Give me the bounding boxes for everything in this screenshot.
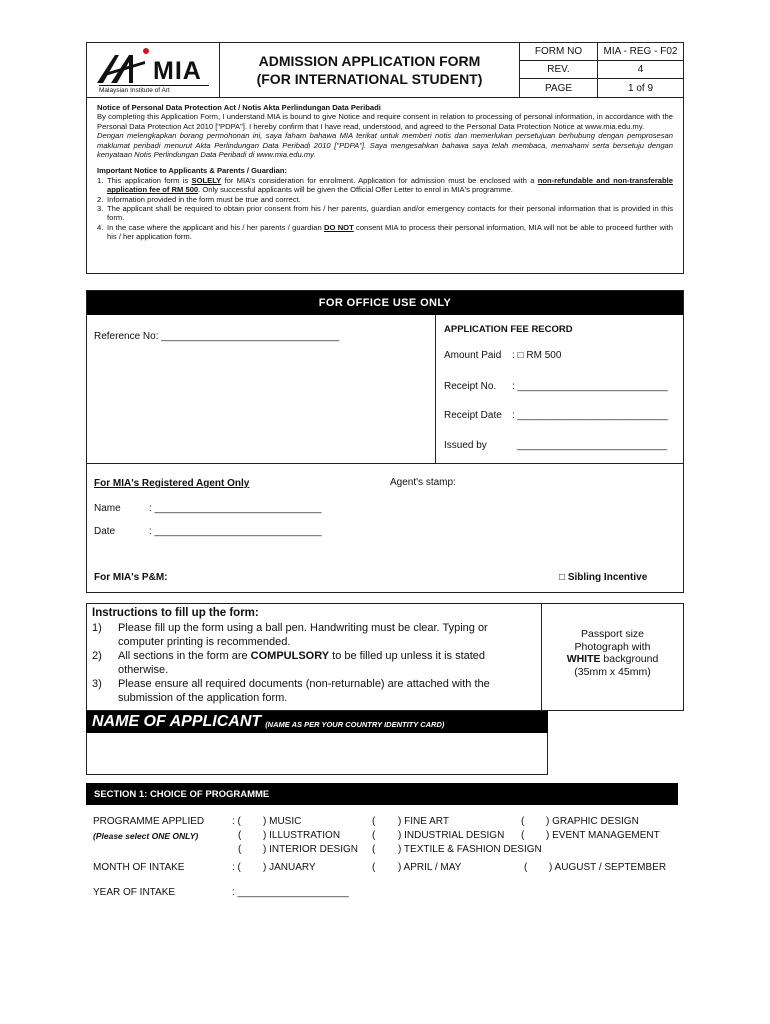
receipt-date-label: Receipt Date <box>444 410 502 421</box>
intake-month-label: MONTH OF INTAKE <box>93 862 185 873</box>
name-section-title <box>86 711 548 733</box>
logo-subtitle: Malaysian Institute of Art <box>99 85 209 94</box>
intake-year-field[interactable]: : ____________________ <box>232 887 349 898</box>
meta-row-page <box>520 79 683 97</box>
notice-item: 2. Information provided in the form must be true and correct. <box>97 194 301 204</box>
office-use-section <box>86 290 684 593</box>
name-title: NAME OF APPLICANT <box>92 713 262 730</box>
photo-text: WHITE background <box>566 653 659 665</box>
form-title <box>220 43 520 97</box>
amount-paid-label: Amount Paid <box>444 350 502 361</box>
receipt-date-field[interactable]: : ___________________________ <box>512 410 668 421</box>
option-industrial-design[interactable]: ) INDUSTRIAL DESIGN <box>398 830 505 841</box>
notice-item: 1. This application form is SOLELY for MIA's consideration for enrolment. Application for admission must be enclosed with a non-refundable and non-transferable application fee of RM 500. Only successful applicants will be given the Official Offer Letter to enrol in MIA's programme. <box>97 175 673 195</box>
instruction-item: 2) All sections in the form are COMPULSORY to be filled up unless it is stated otherwise. <box>92 650 486 676</box>
pdpa-notice <box>86 98 684 274</box>
meta-value: 4 <box>637 64 644 75</box>
agent-section-title: For MIA's Registered Agent Only <box>94 478 250 489</box>
agent-name-label: Name <box>94 503 121 514</box>
applicant-name-input[interactable] <box>86 733 548 775</box>
instructions-title: Instructions to fill up the form: <box>92 607 259 619</box>
option-illustration[interactable]: ) ILLUSTRATION <box>263 830 341 841</box>
agent-name-field[interactable]: : ______________________________ <box>149 503 322 514</box>
option-open: ( <box>372 844 376 855</box>
instructions-section <box>86 603 684 711</box>
pm-label: For MIA's P&M: <box>94 572 168 583</box>
important-notice-title: Important Notice to Applicants & Parents / Guardian: <box>97 166 288 176</box>
photo-text: (35mm x 45mm) <box>574 665 651 678</box>
option-event-management[interactable]: ) EVENT MANAGEMENT <box>546 830 660 841</box>
receipt-no-field[interactable]: : ___________________________ <box>512 381 668 392</box>
option-graphic-design[interactable]: ) GRAPHIC DESIGN <box>546 816 639 827</box>
passport-photo-box[interactable] <box>541 604 683 710</box>
meta-label: FORM NO <box>520 43 598 60</box>
option-january[interactable]: ) JANUARY <box>263 862 316 873</box>
option-music[interactable]: ) MUSIC <box>263 816 302 827</box>
amount-paid-checkbox[interactable]: : □ RM 500 <box>512 350 562 361</box>
sibling-incentive-checkbox[interactable]: □ Sibling Incentive <box>559 572 648 583</box>
meta-label: REV. <box>520 61 598 78</box>
mia-logo-icon <box>95 47 153 87</box>
intake-year-label: YEAR OF INTAKE <box>93 887 176 898</box>
notice-malay: Dengan melengkapkan borang permohonan ini, saya faham bahawa MIA terikat untuk memberi notis dan memerlukan persetujuan berhubung dengan pemprosesan maklumat peribadi menurut Akta Perlindungan Data Peribadi 2010 ["PDPA"]. Saya mengesahkan bahawa saya telah membaca, memahami serta bersetuju dengan kenyataan Notis Perlindungan Data Peribadi di www.mia.edu.my. <box>97 131 673 160</box>
meta-row-form-no <box>520 43 683 61</box>
notice-item: 4. In the case where the applicant and his / her parents / guardian DO NOT consent MIA to process their personal information, MIA will not be able to proceed further with his / her application form. <box>97 222 674 242</box>
option-april-may[interactable]: ) APRIL / MAY <box>398 862 462 873</box>
fee-record-title: APPLICATION FEE RECORD <box>444 324 573 335</box>
notice-item: 3. The applicant shall be required to obtain prior consent from his / her parents, guardian and/or emergency contacts for their personal information that is provided in this form. <box>97 204 673 223</box>
option-open: ( <box>524 862 528 873</box>
receipt-no-label: Receipt No. <box>444 381 497 392</box>
logo-text: MIA <box>153 57 202 85</box>
form-title-line1: ADMISSION APPLICATION FORM <box>258 53 481 69</box>
option-open: ( <box>238 844 242 855</box>
programme-label: PROGRAMME APPLIED <box>93 816 205 827</box>
meta-value: MIA - REG - F02 <box>603 46 678 57</box>
agent-date-field[interactable]: : ______________________________ <box>149 526 322 537</box>
option-fine-art[interactable]: ) FINE ART <box>398 816 449 827</box>
option-august-september[interactable]: ) AUGUST / SEPTEMBER <box>549 862 667 873</box>
agent-stamp-label: Agent's stamp: <box>390 477 456 488</box>
photo-text: Photograph with <box>574 640 651 653</box>
colon-open: : ( <box>232 862 241 873</box>
issued-by-field[interactable]: ___________________________ <box>517 440 668 451</box>
notice-title: Notice of Personal Data Protection Act / Notis Akta Perlindungan Data Peribadi <box>97 103 381 112</box>
instructions-text <box>92 606 532 705</box>
office-use-title: FOR OFFICE USE ONLY <box>87 291 683 315</box>
option-open: ( <box>372 830 376 841</box>
option-open: ( <box>521 816 525 827</box>
meta-row-rev <box>520 61 683 79</box>
option-interior-design[interactable]: ) INTERIOR DESIGN <box>263 844 359 855</box>
option-open: ( <box>238 830 242 841</box>
instruction-item: 3) Please ensure all required documents (non-returnable) are attached with the submission of the application form. <box>92 678 490 704</box>
form-meta-table <box>520 43 683 97</box>
meta-value: 1 of 9 <box>627 82 654 94</box>
logo <box>87 43 220 97</box>
option-open: ( <box>521 830 525 841</box>
issued-by-label: Issued by <box>444 440 487 451</box>
option-open: ( <box>372 816 376 827</box>
instruction-item: 1) Please fill up the form using a ball pen. Handwriting must be clear. Typing or computer printing is recommended. <box>92 622 488 648</box>
reference-no-field[interactable]: Reference No: ________________________________ <box>94 331 340 342</box>
form-title-line2: (FOR INTERNATIONAL STUDENT) <box>256 71 483 87</box>
meta-label: PAGE <box>520 79 598 97</box>
section1-title: SECTION 1: CHOICE OF PROGRAMME <box>86 783 678 805</box>
programme-note: (Please select ONE ONLY) <box>93 831 199 841</box>
agent-date-label: Date <box>94 526 116 537</box>
option-textile-fashion[interactable]: ) TEXTILE & FASHION DESIGN <box>398 844 542 855</box>
name-subtitle: (NAME AS PER YOUR COUNTRY IDENTITY CARD) <box>265 719 445 729</box>
photo-text: Passport size <box>580 628 645 640</box>
notice-english: By completing this Application Form, I understand MIA is bound to give Notice and require consent in relation to processing of personal information, in accordance with the Personal Data Protection Act 2010 ["PDPA"]. I hereby confirm that I have read, understood, and agreed to the Personal Data Protection Notice at www.mia.edu.my. <box>97 112 673 131</box>
colon-open: : ( <box>232 816 241 827</box>
option-open: ( <box>372 862 376 873</box>
form-header <box>86 42 684 98</box>
